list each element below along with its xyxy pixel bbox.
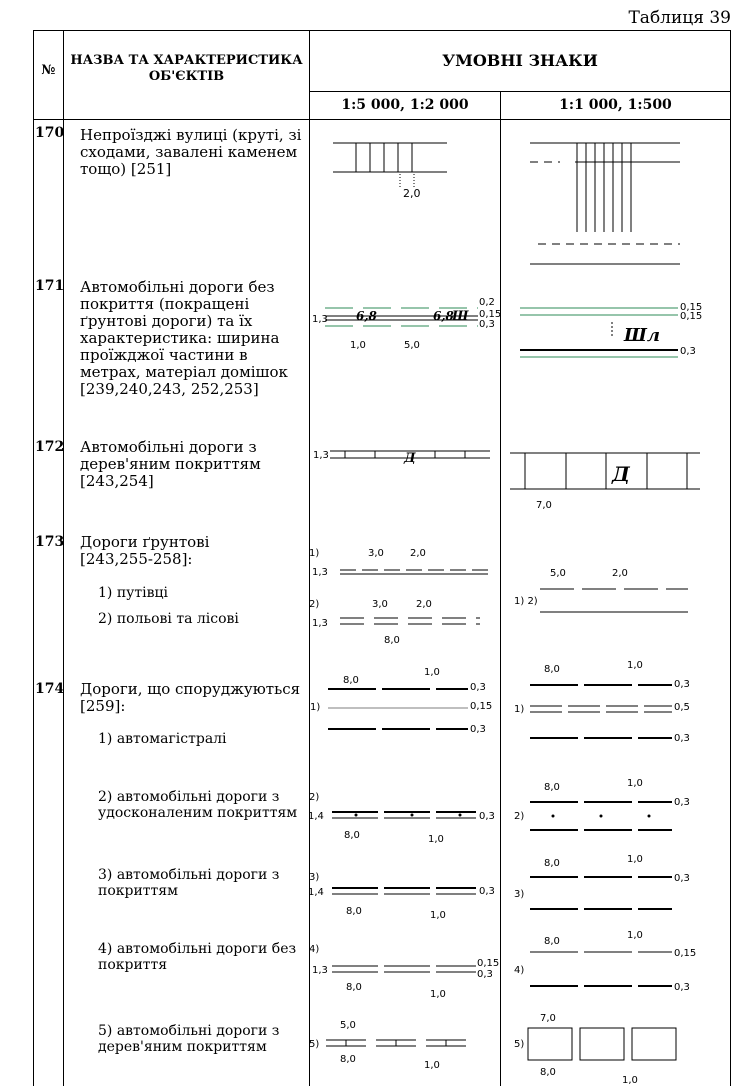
sign-174-small-1	[328, 689, 468, 729]
s174-80-b: 8,0	[544, 664, 560, 675]
s174-s2: 2)	[309, 792, 320, 803]
sign-170-dim: 2,0	[403, 187, 421, 200]
s174-10-f: 1,0	[627, 854, 643, 865]
sign-171-big-mat: Шл	[624, 325, 660, 346]
s174-80-j: 8,0	[540, 1067, 556, 1078]
row-num-171: 171	[35, 278, 65, 294]
sign-172-big-mat: Д	[612, 462, 630, 486]
s174-s1: 1)	[310, 702, 321, 713]
sign-171-w: 1,3	[312, 314, 328, 325]
s174-dot	[355, 814, 358, 817]
sign-173-n12: 1) 2)	[514, 596, 538, 607]
sign-174-small-2	[332, 812, 476, 818]
header-signs: УМОВНІ ЗНАКИ	[442, 51, 598, 70]
s174-10-b: 1,0	[627, 660, 643, 671]
s174-03-a: 0,3	[470, 682, 486, 693]
sign-173-w2: 1,3	[312, 618, 328, 629]
sign-172-large	[510, 453, 700, 489]
sign-171-f: 0,15	[680, 311, 703, 322]
s174-80-f: 8,0	[544, 858, 560, 869]
sign-170-large	[530, 143, 680, 264]
row-name-173: Дороги ґрунтові [243,255-258]:	[80, 533, 210, 568]
sign-172-d: 7,0	[536, 500, 552, 511]
s174-80-c: 8,0	[344, 830, 360, 841]
s174-s4-b: 4)	[514, 965, 525, 976]
s174-03-e: 0,3	[479, 811, 495, 822]
s174-80-e: 8,0	[346, 906, 362, 917]
s174-80-i: 8,0	[340, 1054, 356, 1065]
s174-03-f: 0,3	[674, 797, 690, 808]
s174-70: 7,0	[540, 1013, 556, 1024]
sign-173-large	[540, 589, 688, 612]
s174-80-h: 8,0	[544, 936, 560, 947]
sign-173-w1: 1,3	[312, 567, 328, 578]
row-sub-173-2: 2) польові та лісові	[98, 611, 239, 627]
row-num-170: 170	[35, 125, 65, 141]
s174-dot	[552, 815, 555, 818]
s174-10-e: 1,0	[430, 910, 446, 921]
s174-dot	[648, 815, 651, 818]
s174-03-j: 0,3	[674, 982, 690, 993]
sign-173-n2: 2)	[309, 599, 320, 610]
s174-s2-b: 2)	[514, 811, 525, 822]
table-caption: Таблиця 39	[628, 8, 731, 28]
s174-03-g: 0,3	[479, 886, 495, 897]
sign-171-v2: 6,8	[433, 309, 454, 323]
s174-s3: 3)	[309, 872, 320, 883]
row-name-172: Автомобільні дороги з дерев'яним покриттям [243,254]	[80, 438, 261, 490]
s174-03-b: 0,3	[470, 724, 486, 735]
s174-10-i: 1,0	[424, 1060, 440, 1071]
s174-05: 0,5	[674, 702, 690, 713]
row-num-172: 172	[35, 439, 65, 455]
sign-174-large-4	[530, 952, 672, 986]
s174-015-b: 0,15	[477, 958, 500, 969]
s174-50: 5,0	[340, 1020, 356, 1031]
row-sub-174-5: 5) автомобільні дороги з дерев'яним покриттям	[98, 1023, 280, 1055]
header-scale-small: 1:5 000, 1:2 000	[341, 97, 469, 113]
sign-174-large-1	[530, 685, 672, 738]
sign-173-c: 8,0	[384, 635, 400, 646]
sign-173-a2: 3,0	[372, 599, 388, 610]
sign-170-small	[333, 143, 447, 188]
sign-174-large-5	[528, 1028, 676, 1060]
s174-w13: 1,3	[312, 965, 328, 976]
s174-10-h: 1,0	[627, 930, 643, 941]
sign-174-small-3	[332, 888, 476, 894]
row-sub-173-1: 1) путівці	[98, 585, 168, 601]
header-num: №	[41, 63, 56, 78]
sign-173-la: 5,0	[550, 568, 566, 579]
sign-172-w: 1,3	[313, 450, 329, 461]
row-num-174: 174	[35, 681, 65, 697]
s174-80-g: 8,0	[346, 982, 362, 993]
sign-171-b: 0,15	[479, 309, 502, 320]
sign-171-g: 0,3	[680, 346, 696, 357]
sign-171-mat: Ш	[452, 309, 469, 324]
header-scale-large: 1:1 000, 1:500	[559, 97, 672, 113]
sign-174-large-3	[530, 877, 672, 909]
s174-dot	[459, 814, 462, 817]
row-num-173: 173	[35, 534, 65, 550]
s174-03-d: 0,3	[674, 733, 690, 744]
sign-171-c: 0,3	[479, 319, 495, 330]
sign-173-n1: 1)	[309, 548, 320, 559]
sign-174-small-4	[332, 966, 476, 972]
s174-03-c: 0,3	[674, 679, 690, 690]
header-name: НАЗВА ТА ХАРАКТЕРИСТИКА ОБ'ЄКТІВ	[70, 53, 303, 84]
sign-173-a1: 3,0	[368, 548, 384, 559]
sign-173-b2: 2,0	[416, 599, 432, 610]
s174-80-a: 8,0	[343, 675, 359, 686]
sign-171-d2: 5,0	[404, 340, 420, 351]
row-sub-174-4: 4) автомобільні дороги без покриття	[98, 941, 297, 973]
row-name-174: Дороги, що споруджуються [259]:	[80, 680, 301, 715]
s174-80-d: 8,0	[544, 782, 560, 793]
s174-w14-a: 1,4	[308, 811, 324, 822]
s174-s3-b: 3)	[514, 889, 525, 900]
sign-171-v1: 6,8	[356, 309, 377, 323]
s174-s4: 4)	[309, 944, 320, 955]
sign-171-a: 0,2	[479, 297, 495, 308]
row-name-170: Непроїзджі вулиці (круті, зі сходами, завалені каменем тощо) [251]	[80, 126, 302, 178]
row-sub-174-2: 2) автомобільні дороги з удосконаленим покриттям	[98, 789, 298, 821]
s174-03-h: 0,3	[674, 873, 690, 884]
s174-dot	[411, 814, 414, 817]
sign-171-d1: 1,0	[350, 340, 366, 351]
s174-03-i: 0,3	[477, 969, 493, 980]
row-name-171: Автомобільні дороги без покриття (покращені ґрунтові дороги) та їх характеристика: ширина проїжджої частини в метрах, матеріал домішок [239,240,243, 252,253]	[80, 278, 288, 398]
s174-10-g: 1,0	[430, 989, 446, 1000]
s174-w14-b: 1,4	[308, 887, 324, 898]
sign-173-lb: 2,0	[612, 568, 628, 579]
s174-10-c: 1,0	[428, 834, 444, 845]
row-sub-174-3: 3) автомобільні дороги з покриттям	[98, 867, 280, 899]
s174-10-d: 1,0	[627, 778, 643, 789]
s174-10-j: 1,0	[622, 1075, 638, 1085]
s174-s5: 5)	[309, 1039, 320, 1050]
s174-015-a: 0,15	[470, 701, 493, 712]
sign-174-small-5	[326, 1040, 470, 1046]
s174-s5-b: 5)	[514, 1039, 525, 1050]
s174-015-c: 0,15	[674, 948, 697, 959]
s174-dot	[600, 815, 603, 818]
sign-173-small	[340, 570, 488, 624]
sign-172-mat: Д	[404, 451, 416, 466]
sign-171-e: 0,15	[680, 302, 703, 313]
sign-173-b1: 2,0	[410, 548, 426, 559]
s174-10-a: 1,0	[424, 667, 440, 678]
s174-s1-b: 1)	[514, 704, 525, 715]
row-sub-174-1: 1) автомагістралі	[98, 731, 227, 747]
